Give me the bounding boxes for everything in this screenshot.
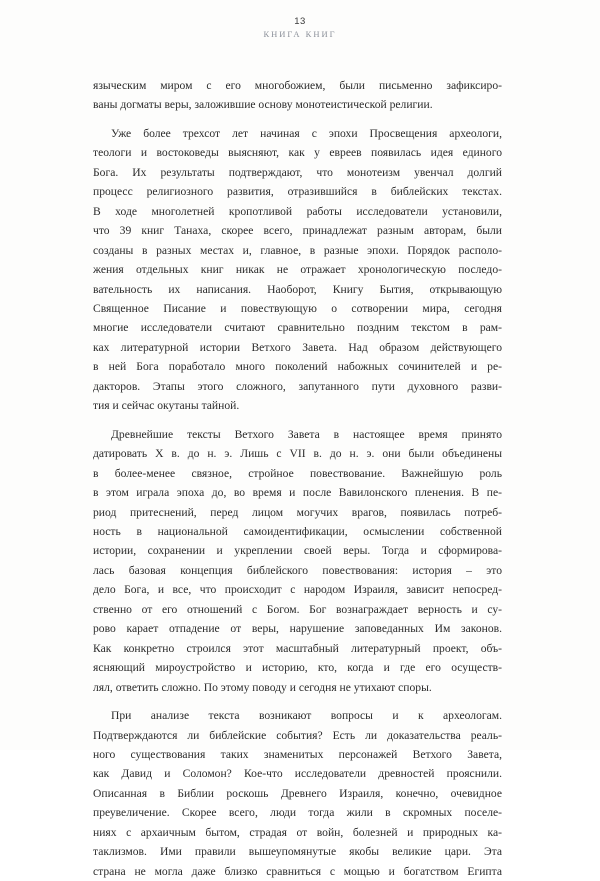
text-line: языческим миром с его многобожием, были письменно зафиксиро- [93,79,502,92]
page-number: 13 [294,16,306,27]
text-line: лась базовая концепция библейского повествования: история – это [93,563,502,577]
text-line: Как конкретно строился этот масштабный литературный проект, объ- [93,641,502,655]
text-line: Древнейшие тексты Ветхого Завета в настоящее время принято [111,427,502,441]
paragraph-gap [93,115,502,124]
text-line: таклизмов. Ими правили вышеупомянутые якобы великие цари. Эта [93,845,502,859]
text-line: ственно от его отношений с Богом. Бог вознаграждает верность и су- [93,602,502,616]
text-line: ниях с архаичным бытом, страдая от войн, болезней и природных ка- [93,825,502,839]
text-line: тия и сейчас окутаны тайной. [93,399,240,413]
text-line: Описанная в Библии роскошь Древнего Израиля, конечно, очевидное [93,786,502,800]
text-line: как Давид и Соломон? Кое-что исследователи древностей прояснили. [93,767,502,781]
text-line: жения отдельных книг никак не отражает хронологическую последо- [93,263,502,277]
text-line: ках литературной истории Ветхого Завета. Над образом действующего [93,340,502,354]
text-line: теологи и востоковеды выясняют, как у евреев появилась идея единого [93,146,502,160]
text-line: Священное Писание и повествующую о сотворении мира, сегодня [93,301,502,315]
text-line: В ходе многолетней кропотливой работы исследователи установили, [93,204,502,218]
paragraph [93,706,502,881]
text-line: страна не могла даже близко сравниться с мощью и богатством Египта [93,864,502,878]
text-line: При анализе текста возникают вопросы и к археологам. [111,709,502,723]
text-line: преувеличение. Скорее всего, люди тогда жили в скромных поселе- [93,806,502,820]
paragraph [93,76,502,115]
text-line: что 39 книг Танаха, скорее всего, принадлежат разным авторам, были [93,224,502,238]
text-line: ваны догматы веры, заложившие основу монотеистической религии. [93,98,433,112]
body-text [93,76,502,881]
text-line: в ней Бога поработало много поколений набожных сочинителей и ре- [93,360,502,374]
paragraph [93,124,502,416]
text-line: рово карает отпадение от веры, нарушение заповеданных Им законов. [93,622,502,636]
text-line: созданы в разных местах и, главное, в разные эпохи. Порядок располо- [93,243,502,257]
text-line: датировать X в. до н. э. Лишь с VII в. до н. э. они были объединены [93,447,502,461]
text-line: в более-менее связное, стройное повествование. Важнейшую роль [93,466,502,480]
text-line: ность в национальной самоидентификации, осмыслении собственной [93,524,502,538]
paragraph-gap [93,416,502,425]
text-line: лял, ответить сложно. По этому поводу и сегодня не утихают споры. [93,680,432,694]
running-title: КНИГА КНИГ [263,29,337,39]
text-line: Бога. Их результаты подтверждают, что монотеизм увенчал долгий [93,165,502,179]
text-line: риод притеснений, перед лицом могучих врагов, появилась потреб- [93,505,502,519]
text-line: Подтверждаются ли библейские события? Есть ли доказательства реаль- [93,728,502,742]
paragraph-gap [93,697,502,706]
text-line: процесс религиозного развития, отразившийся в библейских текстах. [93,185,502,199]
text-line: дело Бога, и все, что происходит с народом Израиля, зависит непосред- [93,583,502,597]
text-line: в этом играла эпоха до, во время и после Вавилонского пленения. В пе- [93,486,502,500]
text-line: дакторов. Этапы этого сложного, запутанного пути духовного разви- [93,379,502,393]
paragraph [93,425,502,697]
text-line: вательность их написания. Наоборот, Книгу Бытия, открывающую [93,282,502,296]
text-line: многие исследователи считают сравнительно поздним текстом в рам- [93,321,502,335]
text-line: ного существования таких знаменитых персонажей Ветхого Завета, [93,747,502,761]
text-line: истории, сохранении и укреплении своей веры. Тогда и сформирова- [93,544,502,558]
text-line: ясняющий мироустройство и историю, кто, когда и где его осуществ- [93,661,502,675]
text-line: Уже более трехсот лет начиная с эпохи Просвещения археологи, [111,126,502,140]
